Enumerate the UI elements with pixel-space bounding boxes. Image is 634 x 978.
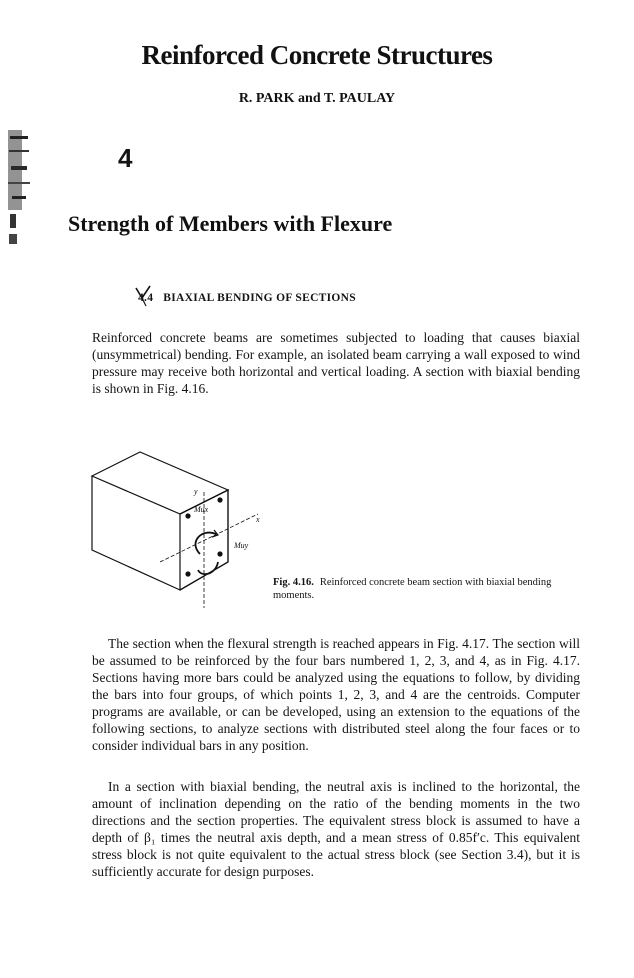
paragraph-1: Reinforced concrete beams are sometimes subjected to loading that causes biaxial (unsymmetrical) bending. For example, an isolated beam carrying a wall exposed to wind pressure may receive both horizontal and vertical loading. A section with biaxial bending is shown in Fig. 4.16. <box>92 330 580 396</box>
rebar-3 <box>217 551 222 556</box>
chapter-title: Strength of Members with Flexure <box>68 211 393 236</box>
paragraph-2: The section when the flexural strength is reached appears in Fig. 4.17. The section will be assumed to be reinforced by the four bars numbered 1, 2, 3, and 4, as in Fig. 4.17. Sections having more bars could be analyzed using the equations to follow, by dividing the bars into four groups, of which points 1, 2, 3, and 4 are the centroids. Computer programs are available, or can be developed, using an extension to the equations of the following sections, to analyze sections with distributed steel along the four faces or to consider individual bars in any position. <box>92 636 580 753</box>
x-axis-label: x <box>256 515 260 524</box>
book-title: Reinforced Concrete Structures <box>141 40 493 70</box>
section-title: BIAXIAL BENDING OF SECTIONS <box>163 292 356 304</box>
moment-y-label: Muy <box>234 541 249 550</box>
scan-edge-artifact <box>8 130 32 250</box>
authors: R. PARK and T. PAULAY <box>238 91 396 106</box>
moment-arc-mux <box>198 562 218 574</box>
rebar-1 <box>185 513 190 518</box>
rebar-4 <box>185 571 190 576</box>
figure-caption-text: Reinforced concrete beam section with biaxial bending moments. <box>273 577 552 601</box>
figure-caption <box>273 576 583 602</box>
moment-x-label: Mux <box>194 505 209 514</box>
chapter-number: 4 <box>118 143 133 173</box>
figure-4-16-beam-section <box>88 450 268 615</box>
paragraph-3: In a section with biaxial bending, the neutral axis is inclined to the horizontal, the amount of inclination depending on the ratio of the bending moments in the two directions and the section properties. The equivalent stress block is assumed to have a depth of β₁ times the neutral axis depth, and a mean stress of 0.85f′c. This equivalent stress block is not quite equivalent to the actual stress block (see Section 3.4), but it is sufficiently accurate for design purposes. <box>92 779 580 879</box>
rebar-2 <box>217 497 222 502</box>
beam-side-face <box>92 476 180 590</box>
figure-label: Fig. 4.16. <box>273 577 314 588</box>
section-heading <box>138 292 356 304</box>
section-number: 4.4 <box>138 292 154 304</box>
y-axis-label: y <box>194 487 198 496</box>
x-axis <box>160 514 258 562</box>
